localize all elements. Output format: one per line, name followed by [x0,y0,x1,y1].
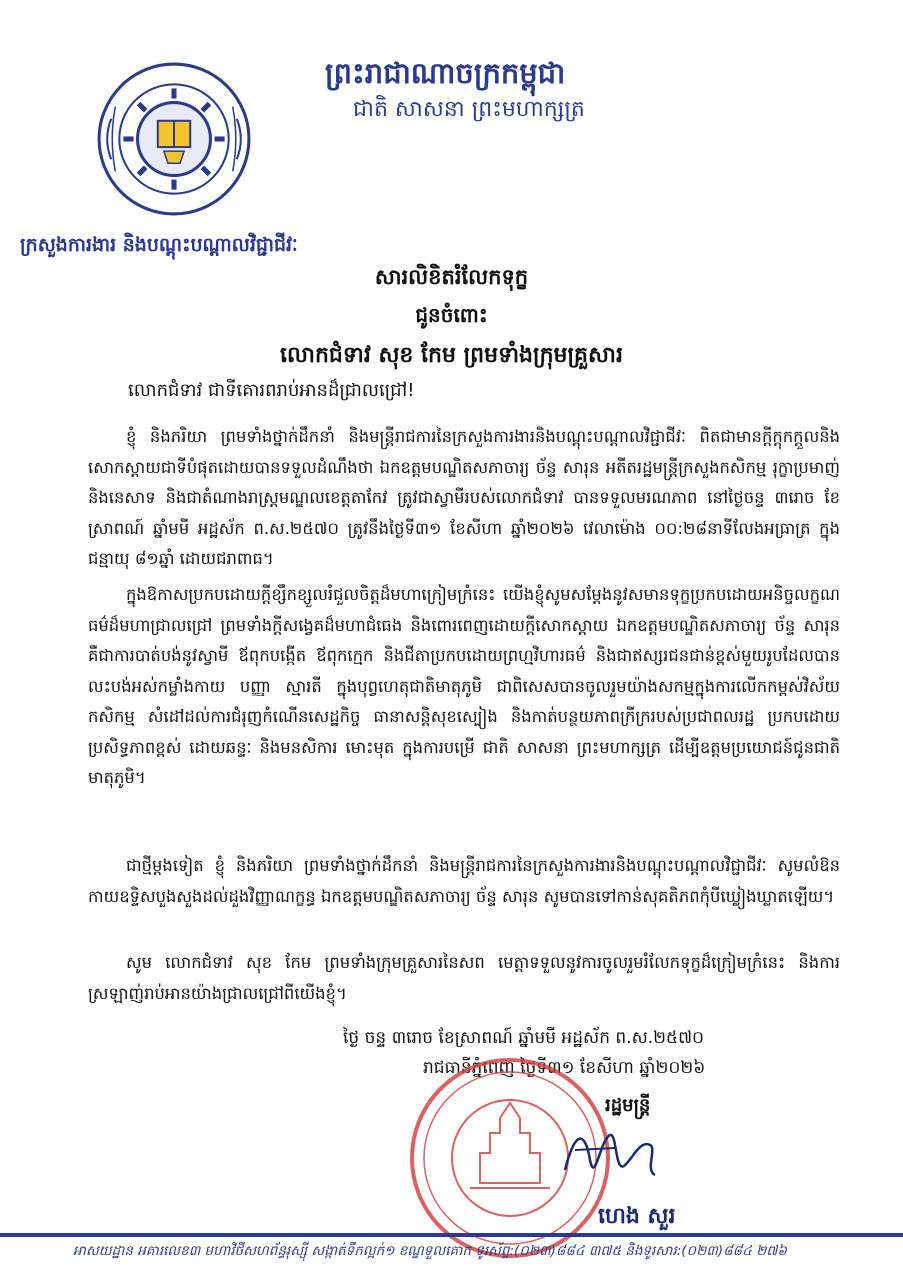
handwritten-signature-icon [555,1120,665,1190]
footer-divider [0,1233,903,1237]
letter-title: សារលិខិតរំលែកទុក្ខ [374,265,529,289]
body-paragraph-4: សូម លោកជំទាវ សុខ កែម ព្រមទាំងក្រុមគ្រួសារនៃសព មេត្តាទទួលនូវការចូលរួមរំលែកទុក្ខដ៏ក្រៀមក្រំនេះ និងការស្រឡាញ់រាប់អានយ៉ាងជ្រាលជ្រៅពីយើងខ្ញុំ។ [88,953,840,1003]
national-motto: ជាតិ សាសនា ព្រះមហាក្សត្រ [353,97,585,122]
letter-addressee-prefix: ជូនចំពោះ [415,303,488,327]
ministry-name: ក្រសួងការងារ និងបណ្តុះបណ្តាលវិជ្ជាជីវៈ [20,234,298,256]
letter-addressee: លោកជំទាវ សុខ កែម ព្រមទាំងក្រុមគ្រួសារ [280,343,623,368]
footer-address: អាសយដ្ឋាន អគារលេខ៣ មហាវិថីសហព័ន្ធរុស្ស៊ី សង្កាត់ទឹកល្អក់១ ខណ្ឌទួលគោក ទូរស័ព្ទ:(០២៣)៨៨៤ ៣៧៥ និងទូរសារ:(០២៣)៨៨៤ ២៧៦ [73,1243,787,1259]
lunar-date: ថ្ងៃ ចន្ទ ៣រោច ខែស្រាពណ៍ ឆ្នាំមមី អដ្ឋស័ក ព.ស.២៥៧០ [343,1028,705,1048]
body-paragraph-2: ក្នុងឱកាសប្រកបដោយក្តីខ្សឹកខ្សួលរំជួលចិត្តដ៏មហាក្រៀមក្រំនេះ យើងខ្ញុំសូមសម្តែងនូវសមានទុក្ខប្រកបដោយអនិច្ចលក្ខណធម៌ដ៏មហាជ្រាលជ្រៅ ព្រមទាំងក្តីសង្វេគដ៏មហាជំធេង និងពោរពេញដោយក្តីសោកស្តាយ ឯកឧត្តមបណ្ឌិតសភាចារ្យ ច័ន្ទ សារុន គឺជាការបាត់បង់នូវស្វាមី ឪពុកបង្កើត ឪពុកក្មេក និងជីតាប្រកបដោយព្រហ្មវិហារធម៌ និងជាឥស្សរជនជាន់ខ្ពស់មួយរូបដែលបានលះបង់អស់កម្លាំងកាយ បញ្ញា ស្មារតី ក្នុងបុព្វហេតុជាតិមាតុភូមិ ជាពិសេសបានចូលរួមយ៉ាងសកម្មក្នុងការលើកកម្ពស់វិស័យកសិកម្ម សំដៅដល់ការជំរុញកំណើនសេដ្ឋកិច្ច ធានាសន្តិសុខស្បៀង និងកាត់បន្ថយភាពក្រីក្ររបស់ប្រជាពលរដ្ឋ ប្រកបដោយប្រសិទ្ធភាពខ្ពស់ ដោយឆន្ទៈ និងមនសិការ មោះមុត ក្នុងការបម្រើ ជាតិ សាសនា ព្រះមហាក្សត្រ ដើម្បីឧត្តមប្រយោជន៍ជូនជាតិមាតុភូមិ។ [88,585,840,787]
minister-title: រដ្ឋមន្ត្រី [605,1095,651,1116]
letter-greeting: លោកជំទាវ ជាទីគោរពរាប់អានដ៏ជ្រាលជ្រៅ! [128,380,415,401]
kingdom-title: ព្រះរាជាណាចក្រកម្ពុជា [325,56,566,90]
ministry-seal-icon [93,58,255,220]
body-paragraph-1: ខ្ញុំ និងភរិយា ព្រមទាំងថ្នាក់ដឹកនាំ និងមន្ត្រីរាជការនៃក្រសួងការងារនិងបណ្តុះបណ្តាលវិជ្ជាជីវៈ ពិតជាមានក្តីក្តុកក្តួលនិងសោកស្តាយជាទីបំផុតដោយបានទទួលដំណឹងថា ឯកឧត្តមបណ្ឌិតសភាចារ្យ ច័ន្ទ សារុន អតីតរដ្ឋមន្ត្រីក្រសួងកសិកម្ម រុក្ខាប្រមាញ់ និងនេសាទ និងជាតំណាងរាស្ត្រមណ្ឌលខេត្តតាកែវ ត្រូវជាស្វាមីរបស់លោកជំទាវ បានទទួលមរណភាព នៅថ្ងៃចន្ទ ៣រោច ខែស្រាពណ៍ ឆ្នាំមមី អដ្ឋស័ក ព.ស.២៥៧០ ត្រូវនឹងថ្ងៃទី៣១ ខែសីហា ឆ្នាំ២០២៦ វេលាម៉ោង ០០:២៨នាទីលែងអធ្រាត្រ ក្នុងជន្មាយុ ៨១ឆ្នាំ ដោយជរាពាធ។ [88,427,840,568]
solar-date: រាជធានីភ្នំពេញ ថ្ងៃទី៣១ ខែសីហា ឆ្នាំ២០២៦ [423,1058,706,1078]
minister-name: ហេង សួរ [598,1204,676,1229]
body-paragraph-3: ជាថ្មីម្តងទៀត ខ្ញុំ និងភរិយា ព្រមទាំងថ្នាក់ដឹកនាំ និងមន្ត្រីរាជការនៃក្រសួងការងារនិងបណ្តុះបណ្តាលវិជ្ជាជីវៈ សូមលំឱនកាយឧទ្ទិសបួងសួងដល់ដួងវិញ្ញាណក្ខន្ធ ឯកឧត្តមបណ្ឌិតសភាចារ្យ ច័ន្ទ សារុន សូមបានទៅកាន់សុគតិភពកុំបីឃ្លៀងឃ្លាតឡើយ។ [88,856,840,906]
